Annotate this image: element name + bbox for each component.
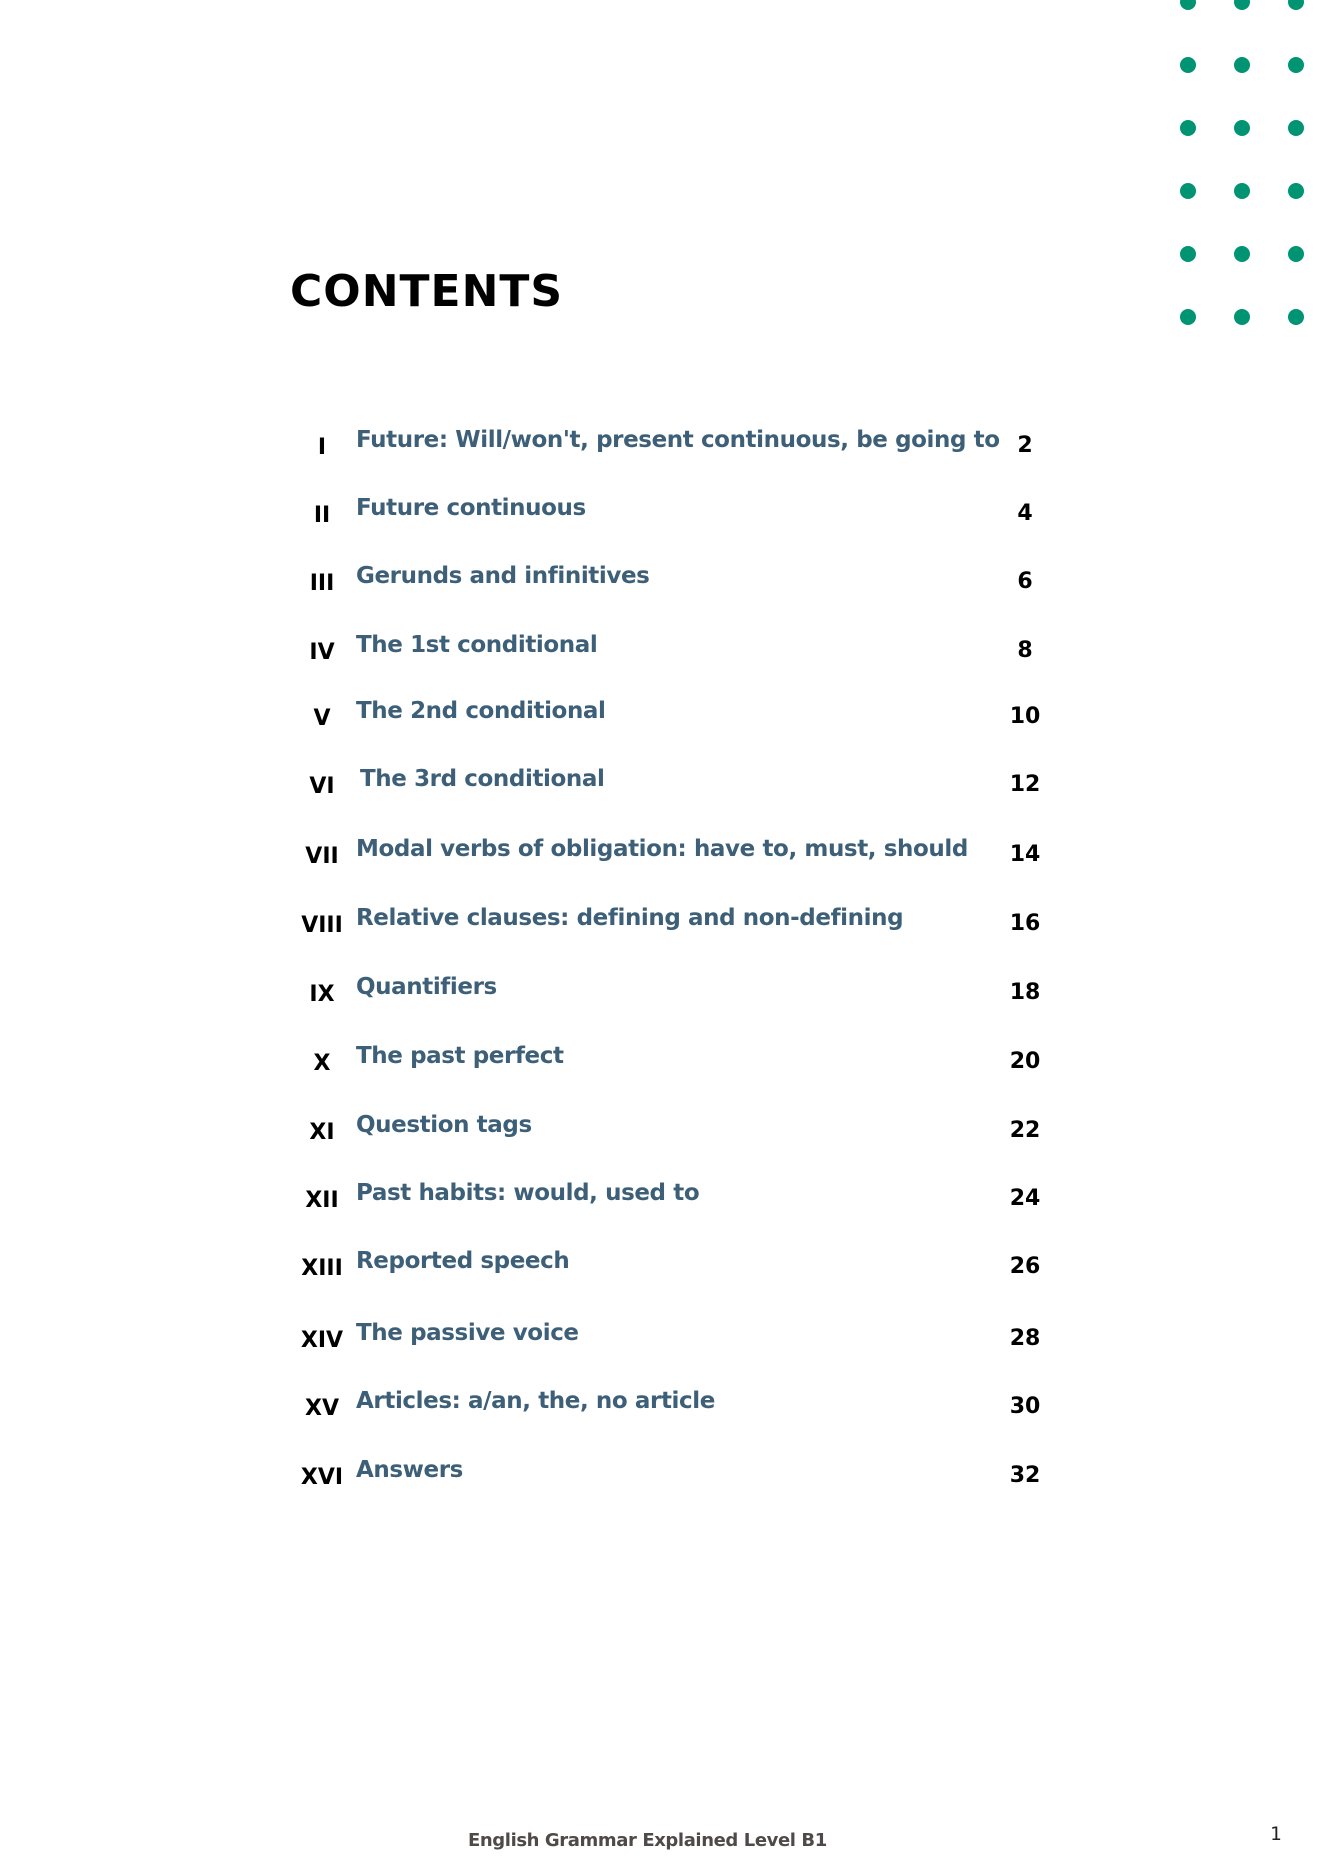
toc-link[interactable]: Reported speech [356,1248,570,1274]
toc-numeral: X [313,1051,331,1076]
toc-numeral: IV [309,640,335,665]
dot-icon [1234,183,1250,199]
toc-page-number: 4 [1017,501,1033,526]
page-title: CONTENTS [290,266,564,317]
toc-entry [290,1043,1070,1083]
toc-numeral: I [317,435,327,460]
dot-icon [1180,183,1196,199]
toc-page-number: 30 [1009,1394,1041,1419]
toc-entry [290,766,1070,806]
toc-entry [290,1112,1070,1152]
toc-link[interactable]: The past perfect [356,1043,564,1069]
toc-link[interactable]: Future: Will/won't, present continuous, be going to [356,427,1000,453]
toc-numeral: IX [309,982,335,1007]
toc-link[interactable]: Modal verbs of obligation: have to, must, should [356,836,968,862]
toc-page-number: 28 [1009,1326,1041,1351]
toc-page-number: 16 [1009,911,1041,936]
dot-icon [1180,0,1196,10]
toc-page-number: 10 [1009,704,1041,729]
toc-link[interactable]: Answers [356,1457,463,1483]
toc-page-number: 32 [1009,1463,1041,1488]
toc-page-number: 2 [1017,433,1033,458]
toc-entry [290,1457,1070,1497]
toc-link[interactable]: The 1st conditional [356,632,598,658]
toc-link[interactable]: Quantifiers [356,974,497,1000]
toc-link[interactable]: Articles: a/an, the, no article [356,1388,715,1414]
toc-link[interactable]: Relative clauses: defining and non-defining [356,905,904,931]
toc-numeral: XII [305,1188,339,1213]
toc-entry [290,1388,1070,1428]
dot-icon [1288,57,1304,73]
dot-icon [1288,246,1304,262]
toc-numeral: XVI [300,1465,344,1490]
dot-icon [1180,120,1196,136]
toc-entry [290,1248,1070,1288]
dot-icon [1234,57,1250,73]
toc-link[interactable]: Future continuous [356,495,586,521]
toc-entry [290,632,1070,672]
toc-link[interactable]: Question tags [356,1112,532,1138]
toc-entry [290,974,1070,1014]
toc-numeral: VII [305,844,339,869]
toc-numeral: V [313,706,331,731]
toc-entry [290,495,1070,535]
dot-icon [1234,309,1250,325]
toc-link[interactable]: The 3rd conditional [360,766,605,792]
dot-icon [1234,0,1250,10]
dot-icon [1288,0,1304,10]
toc-page-number: 26 [1009,1254,1041,1279]
toc-page-number: 8 [1017,638,1033,663]
dot-icon [1234,120,1250,136]
dot-icon [1180,246,1196,262]
toc-numeral: VI [309,774,335,799]
dot-icon [1180,57,1196,73]
toc-numeral: XIII [301,1256,343,1281]
dot-icon [1234,246,1250,262]
dot-icon [1288,120,1304,136]
toc-page-number: 22 [1009,1118,1041,1143]
toc-page-number: 18 [1009,980,1041,1005]
toc-entry [290,905,1070,945]
toc-entry [290,1320,1070,1360]
toc-entry [290,836,1070,876]
dot-icon [1288,183,1304,199]
toc-page-number: 6 [1017,569,1033,594]
toc-link[interactable]: Gerunds and infinitives [356,563,650,589]
toc-numeral: XI [309,1120,335,1145]
toc-link[interactable]: The passive voice [356,1320,579,1346]
toc-page-number: 20 [1009,1049,1041,1074]
toc-link[interactable]: Past habits: would, used to [356,1180,700,1206]
toc-entry [290,698,1070,738]
dot-icon [1288,309,1304,325]
toc-numeral: VIII [301,913,343,938]
toc-page-number: 14 [1009,842,1041,867]
toc-link[interactable]: The 2nd conditional [356,698,606,724]
toc-entry [290,427,1070,467]
footer-page-number: 1 [1270,1823,1282,1845]
decorative-dot-grid [1180,0,1320,334]
dot-icon [1180,309,1196,325]
toc-entry [290,1180,1070,1220]
toc-numeral: XIV [300,1328,344,1353]
toc-entry [290,563,1070,603]
toc-numeral: III [309,571,335,596]
toc-page-number: 12 [1009,772,1041,797]
toc-page-number: 24 [1009,1186,1041,1211]
footer-book-title: English Grammar Explained Level B1 [468,1830,827,1851]
toc-numeral: XV [305,1396,339,1421]
toc-numeral: II [313,503,331,528]
